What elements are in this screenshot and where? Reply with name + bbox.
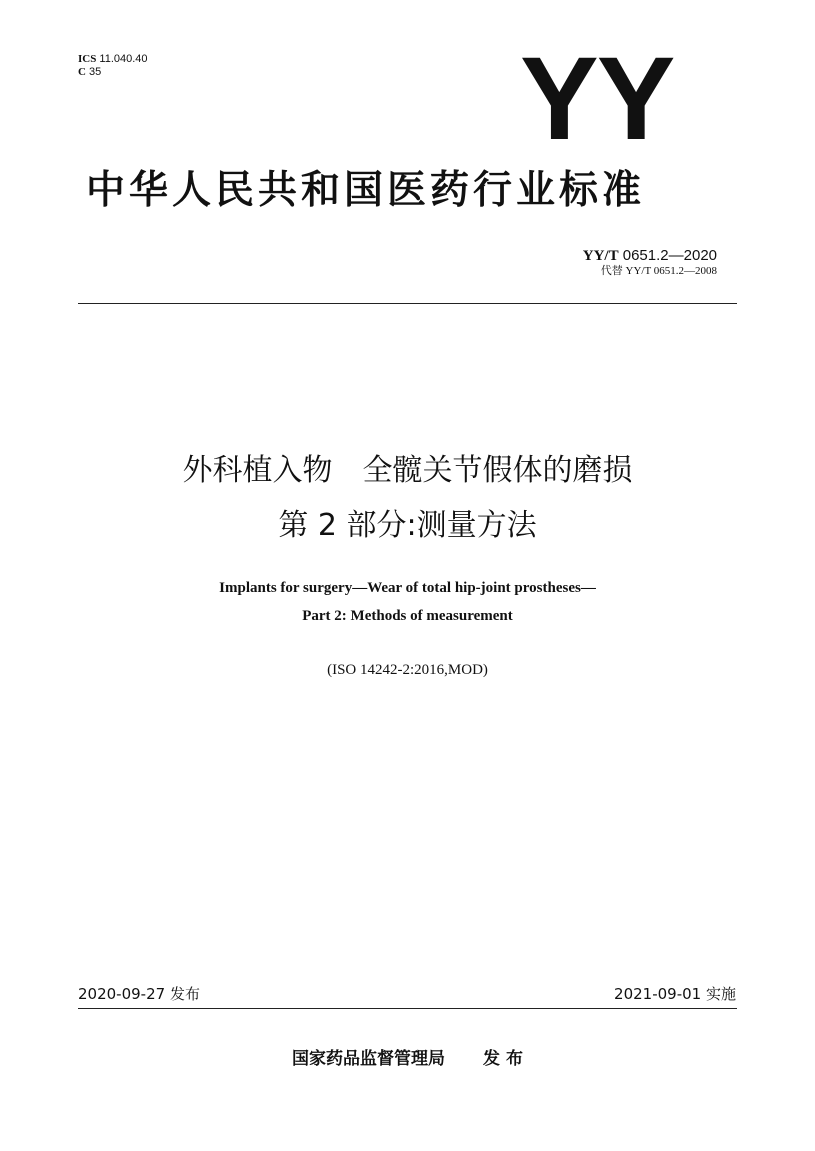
issuer-name: 国家药品监督管理局: [292, 1049, 446, 1069]
ccs-label: C: [78, 66, 86, 78]
footer-divider: [78, 1008, 737, 1009]
title-zh-line1: 外科植入物 全髋关节假体的磨损: [182, 453, 633, 488]
ics-value: 11.040.40: [99, 53, 148, 65]
title-zh-line2: 第 2 部分:测量方法: [278, 508, 537, 543]
standard-logo: YY: [520, 33, 674, 165]
title-en-line2: Part 2: Methods of measurement: [302, 608, 513, 624]
title-en-line1: Implants for surgery—Wear of total hip-joint prostheses—: [219, 580, 596, 596]
standard-prefix: YY/T: [582, 248, 619, 264]
effective-date: 2021-09-01 实施: [614, 985, 736, 1003]
ics-label: ICS: [78, 53, 97, 65]
issuer-line: [0, 1047, 815, 1071]
iso-reference: (ISO 14242-2:2016,MOD): [327, 662, 488, 678]
ccs-value: 35: [89, 66, 102, 78]
issuer-action: 发 布: [483, 1049, 523, 1069]
ccs-code-line: [78, 66, 148, 79]
replaces-standard: 代替 YY/T 0651.2—2008: [600, 265, 717, 277]
publish-date: 2020-09-27 发布: [78, 985, 200, 1003]
classification-codes: [78, 53, 148, 79]
standard-number: [583, 247, 717, 265]
standard-number-block: [583, 247, 717, 278]
standard-code: 0651.2—2020: [622, 247, 717, 264]
header-divider: [78, 303, 737, 304]
ics-code-line: [78, 53, 148, 66]
organization-title: 中华人民共和国医药行业标准: [86, 168, 646, 213]
